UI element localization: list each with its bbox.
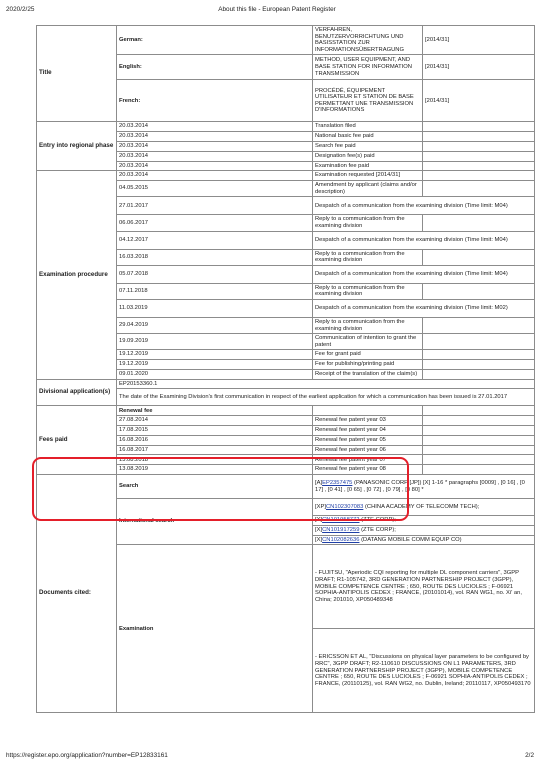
- citation-entry: [313, 535, 535, 545]
- citation-type: Examination: [117, 545, 313, 713]
- citation-code: [XP]: [315, 503, 326, 510]
- event-date: 19.12.2019: [117, 350, 313, 360]
- event-date: 04.12.2017: [117, 231, 313, 249]
- event-description: Reply to a communication from the examining division: [313, 215, 423, 231]
- page-header: [0, 6, 554, 18]
- citation-link[interactable]: EP2357475: [322, 479, 353, 486]
- title-ref: [2014/31]: [423, 55, 535, 80]
- empty-cell: [423, 334, 535, 350]
- event-description: National basic fee paid: [313, 132, 423, 142]
- event-date: 20.03.2014: [117, 171, 313, 181]
- citation-search-row: [37, 475, 535, 499]
- empty-cell: [423, 283, 535, 299]
- fee-description: Renewal fee patent year 03: [313, 416, 423, 426]
- event-description: Translation filed: [313, 122, 423, 132]
- empty-cell: [423, 416, 535, 426]
- event-description: Designation fee(s) paid: [313, 151, 423, 161]
- event-date: 04.05.2015: [117, 181, 313, 197]
- citation-details: (PANASONIC CORP [JP]) [X] 1-16 * paragraphs [0009] , [0 16] , [0 17] , [0 41] , [0 65] , [0 72] , [0 79] , [0 80] *: [315, 479, 525, 493]
- event-date: 19.12.2019: [117, 360, 313, 370]
- empty-cell: [423, 161, 535, 171]
- fee-date: 16.08.2016: [117, 435, 313, 445]
- event-description: Fee for grant paid: [313, 350, 423, 360]
- empty-cell: [423, 445, 535, 455]
- event-description: Reply to a communication from the examining division: [313, 283, 423, 299]
- empty-cell: [423, 171, 535, 181]
- citation-code: [X]: [315, 526, 323, 533]
- fee-date: 13.08.2019: [117, 465, 313, 475]
- event-description: Reply to a communication from the examining division: [313, 249, 423, 265]
- event-description: Despatch of a communication from the examining division (Time limit: M04): [313, 231, 535, 249]
- event-date: 29.04.2019: [117, 317, 313, 333]
- event-date: 16.03.2018: [117, 249, 313, 265]
- title-ref: [2014/31]: [423, 26, 535, 55]
- event-date: 20.03.2014: [117, 151, 313, 161]
- event-description: Communication of intention to grant the patent: [313, 334, 423, 350]
- title-text: METHOD, USER EQUIPMENT, AND BASE STATION FOR INFORMATION TRANSMISSION: [313, 55, 423, 80]
- citation-entry: [313, 516, 535, 526]
- fee-description: Renewal fee patent year 05: [313, 435, 423, 445]
- citation-details: (CHINA ACADEMY OF TELECOMM TECH);: [363, 503, 480, 510]
- title-language: English:: [117, 55, 313, 80]
- page-url: https://register.epo.org/application?number=EP12833161: [6, 752, 168, 759]
- page-title: About this file - European Patent Register: [218, 6, 336, 13]
- empty-cell: [423, 455, 535, 465]
- event-description: Despatch of a communication from the examining division (Time limit: M02): [313, 299, 535, 317]
- event-description: Examination requested [2014/31]: [313, 171, 423, 181]
- empty-cell: [423, 465, 535, 475]
- empty-cell: [423, 181, 535, 197]
- divisional-number: EP20153360.1: [117, 379, 535, 389]
- event-date: 19.09.2019: [117, 334, 313, 350]
- event-date: 07.11.2018: [117, 283, 313, 299]
- empty-cell: [423, 360, 535, 370]
- title-language: German:: [117, 26, 313, 55]
- citation-code: [A]: [315, 479, 323, 486]
- fee-description: Renewal fee patent year 04: [313, 426, 423, 436]
- citation-link[interactable]: CN102307083: [325, 503, 364, 510]
- event-date: 11.03.2019: [117, 299, 313, 317]
- title-row: [37, 26, 535, 55]
- event-date: 27.01.2017: [117, 197, 313, 215]
- event-date: 09.01.2020: [117, 369, 313, 379]
- citation-details: (ZTE CORP);: [359, 526, 396, 533]
- section-title: Title: [37, 26, 117, 122]
- page-footer: [0, 752, 554, 764]
- fee-description: Renewal fee patent year 07: [313, 455, 423, 465]
- event-description: Despatch of a communication from the examining division (Time limit: M04): [313, 197, 535, 215]
- empty-cell: [423, 249, 535, 265]
- divisional-note: The date of the Examining Division's first communication in respect of the earliest application for which a communication has been issued is 27.01.2017: [117, 389, 535, 406]
- citation-entry: - ERICSSON ET AL, "Discussions on physical layer parameters to be configured by RRC", 3GPP DRAFT; R2-110610 DISCUSSIONS ON L1 PARAMETERS, 3RD GENERATION PARTNERSHIP PROJECT (3GPP), MOBILE COMPETENCE CENTRE ; 650, ROUTE DES LUCIOLES ; F-06921 SOPHIA-ANTIPOLIS CEDEX ; FRANCE, (20110125), vol. RAN WG2, no. Dublin, Ireland; 20110117, XP050493170: [313, 629, 535, 713]
- empty-cell: [423, 141, 535, 151]
- event-description: Receipt of the translation of the claim(s): [313, 369, 423, 379]
- event-date: 20.03.2014: [117, 161, 313, 171]
- empty-cell: [423, 132, 535, 142]
- section-documents-cited: Documents cited:: [37, 475, 117, 713]
- citation-entry: [313, 475, 535, 499]
- empty-cell: [423, 426, 535, 436]
- register-table: [36, 25, 535, 713]
- citation-code: [X]: [315, 536, 323, 543]
- citation-entry: - FUJITSU, "Aperiodic CQI reporting for multiple DL component carriers", 3GPP DRAFT; R1-105742, 3RD GENERATION PARTNERSHIP PROJECT (3GPP), MOBILE COMPETENCE CENTRE ; 650, ROUTE DES LUCIOLES ; F-06921 SOPHIA-ANTIPOLIS CEDEX ; FRANCE, (20101014), vol. RAN WG1, no. Xi' an, China; 201010, XP050489348: [313, 545, 535, 629]
- section-fees-paid: Fees paid: [37, 406, 117, 475]
- citation-type: International search: [117, 499, 313, 545]
- print-date: 2020/2/25: [6, 6, 35, 13]
- fee-date: 27.08.2014: [117, 416, 313, 426]
- citation-type: Search: [117, 475, 313, 499]
- empty-cell: [423, 151, 535, 161]
- empty-cell: [423, 406, 535, 416]
- title-text: PROCÉDÉ, ÉQUIPEMENT UTILISATEUR ET STATION DE BASE PERMETTANT UNE TRANSMISSION D'INFORMATIONS: [313, 80, 423, 122]
- event-date: 05.07.2018: [117, 265, 313, 283]
- event-description: Reply to a communication from the examining division: [313, 317, 423, 333]
- empty-cell: [423, 317, 535, 333]
- title-language: French:: [117, 80, 313, 122]
- regional-phase-row: [37, 122, 535, 132]
- empty-cell: [423, 350, 535, 360]
- empty-cell: [423, 369, 535, 379]
- section-regional-phase: Entry into regional phase: [37, 122, 117, 171]
- event-date: 20.03.2014: [117, 122, 313, 132]
- fee-date: 17.08.2015: [117, 426, 313, 436]
- section-examination: Examination procedure: [37, 171, 117, 379]
- register-table-body: [37, 26, 535, 713]
- divisional-row: [37, 379, 535, 389]
- title-text: VERFAHREN, BENUTZERVORRICHTUNG UND BASISSTATION ZUR INFORMATIONSÜBERTRAGUNG: [313, 26, 423, 55]
- citation-code: [X]: [315, 517, 323, 524]
- event-description: Search fee paid: [313, 141, 423, 151]
- empty-cell: [313, 406, 423, 416]
- event-description: Despatch of a communication from the examining division (Time limit: M04): [313, 265, 535, 283]
- examination-row: [37, 171, 535, 181]
- citation-link[interactable]: CN102082636: [322, 536, 360, 543]
- citation-link[interactable]: CN101958772: [322, 517, 360, 524]
- citation-details: (ZTE CORP);: [359, 517, 396, 524]
- citation-entry: [313, 525, 535, 535]
- fee-date: 13.08.2018: [117, 455, 313, 465]
- fees-header-row: [37, 406, 535, 416]
- event-description: Examination fee paid: [313, 161, 423, 171]
- empty-cell: [423, 215, 535, 231]
- event-date: 20.03.2014: [117, 141, 313, 151]
- title-ref: [2014/31]: [423, 80, 535, 122]
- citation-link[interactable]: CN101917259: [322, 526, 360, 533]
- event-description: Amendment by applicant (claims and/or description): [313, 181, 423, 197]
- fees-header: Renewal fee: [117, 406, 313, 416]
- section-divisional: Divisional application(s): [37, 379, 117, 406]
- fee-date: 16.08.2017: [117, 445, 313, 455]
- page-number: 2/2: [525, 752, 534, 759]
- event-date: 20.03.2014: [117, 132, 313, 142]
- citation-details: (DATANG MOBILE COMM EQUIP CO): [359, 536, 462, 543]
- empty-cell: [423, 122, 535, 132]
- event-date: 06.06.2017: [117, 215, 313, 231]
- fee-description: Renewal fee patent year 06: [313, 445, 423, 455]
- citation-entry: [313, 499, 535, 516]
- fee-description: Renewal fee patent year 08: [313, 465, 423, 475]
- empty-cell: [423, 435, 535, 445]
- event-description: Fee for publishing/printing paid: [313, 360, 423, 370]
